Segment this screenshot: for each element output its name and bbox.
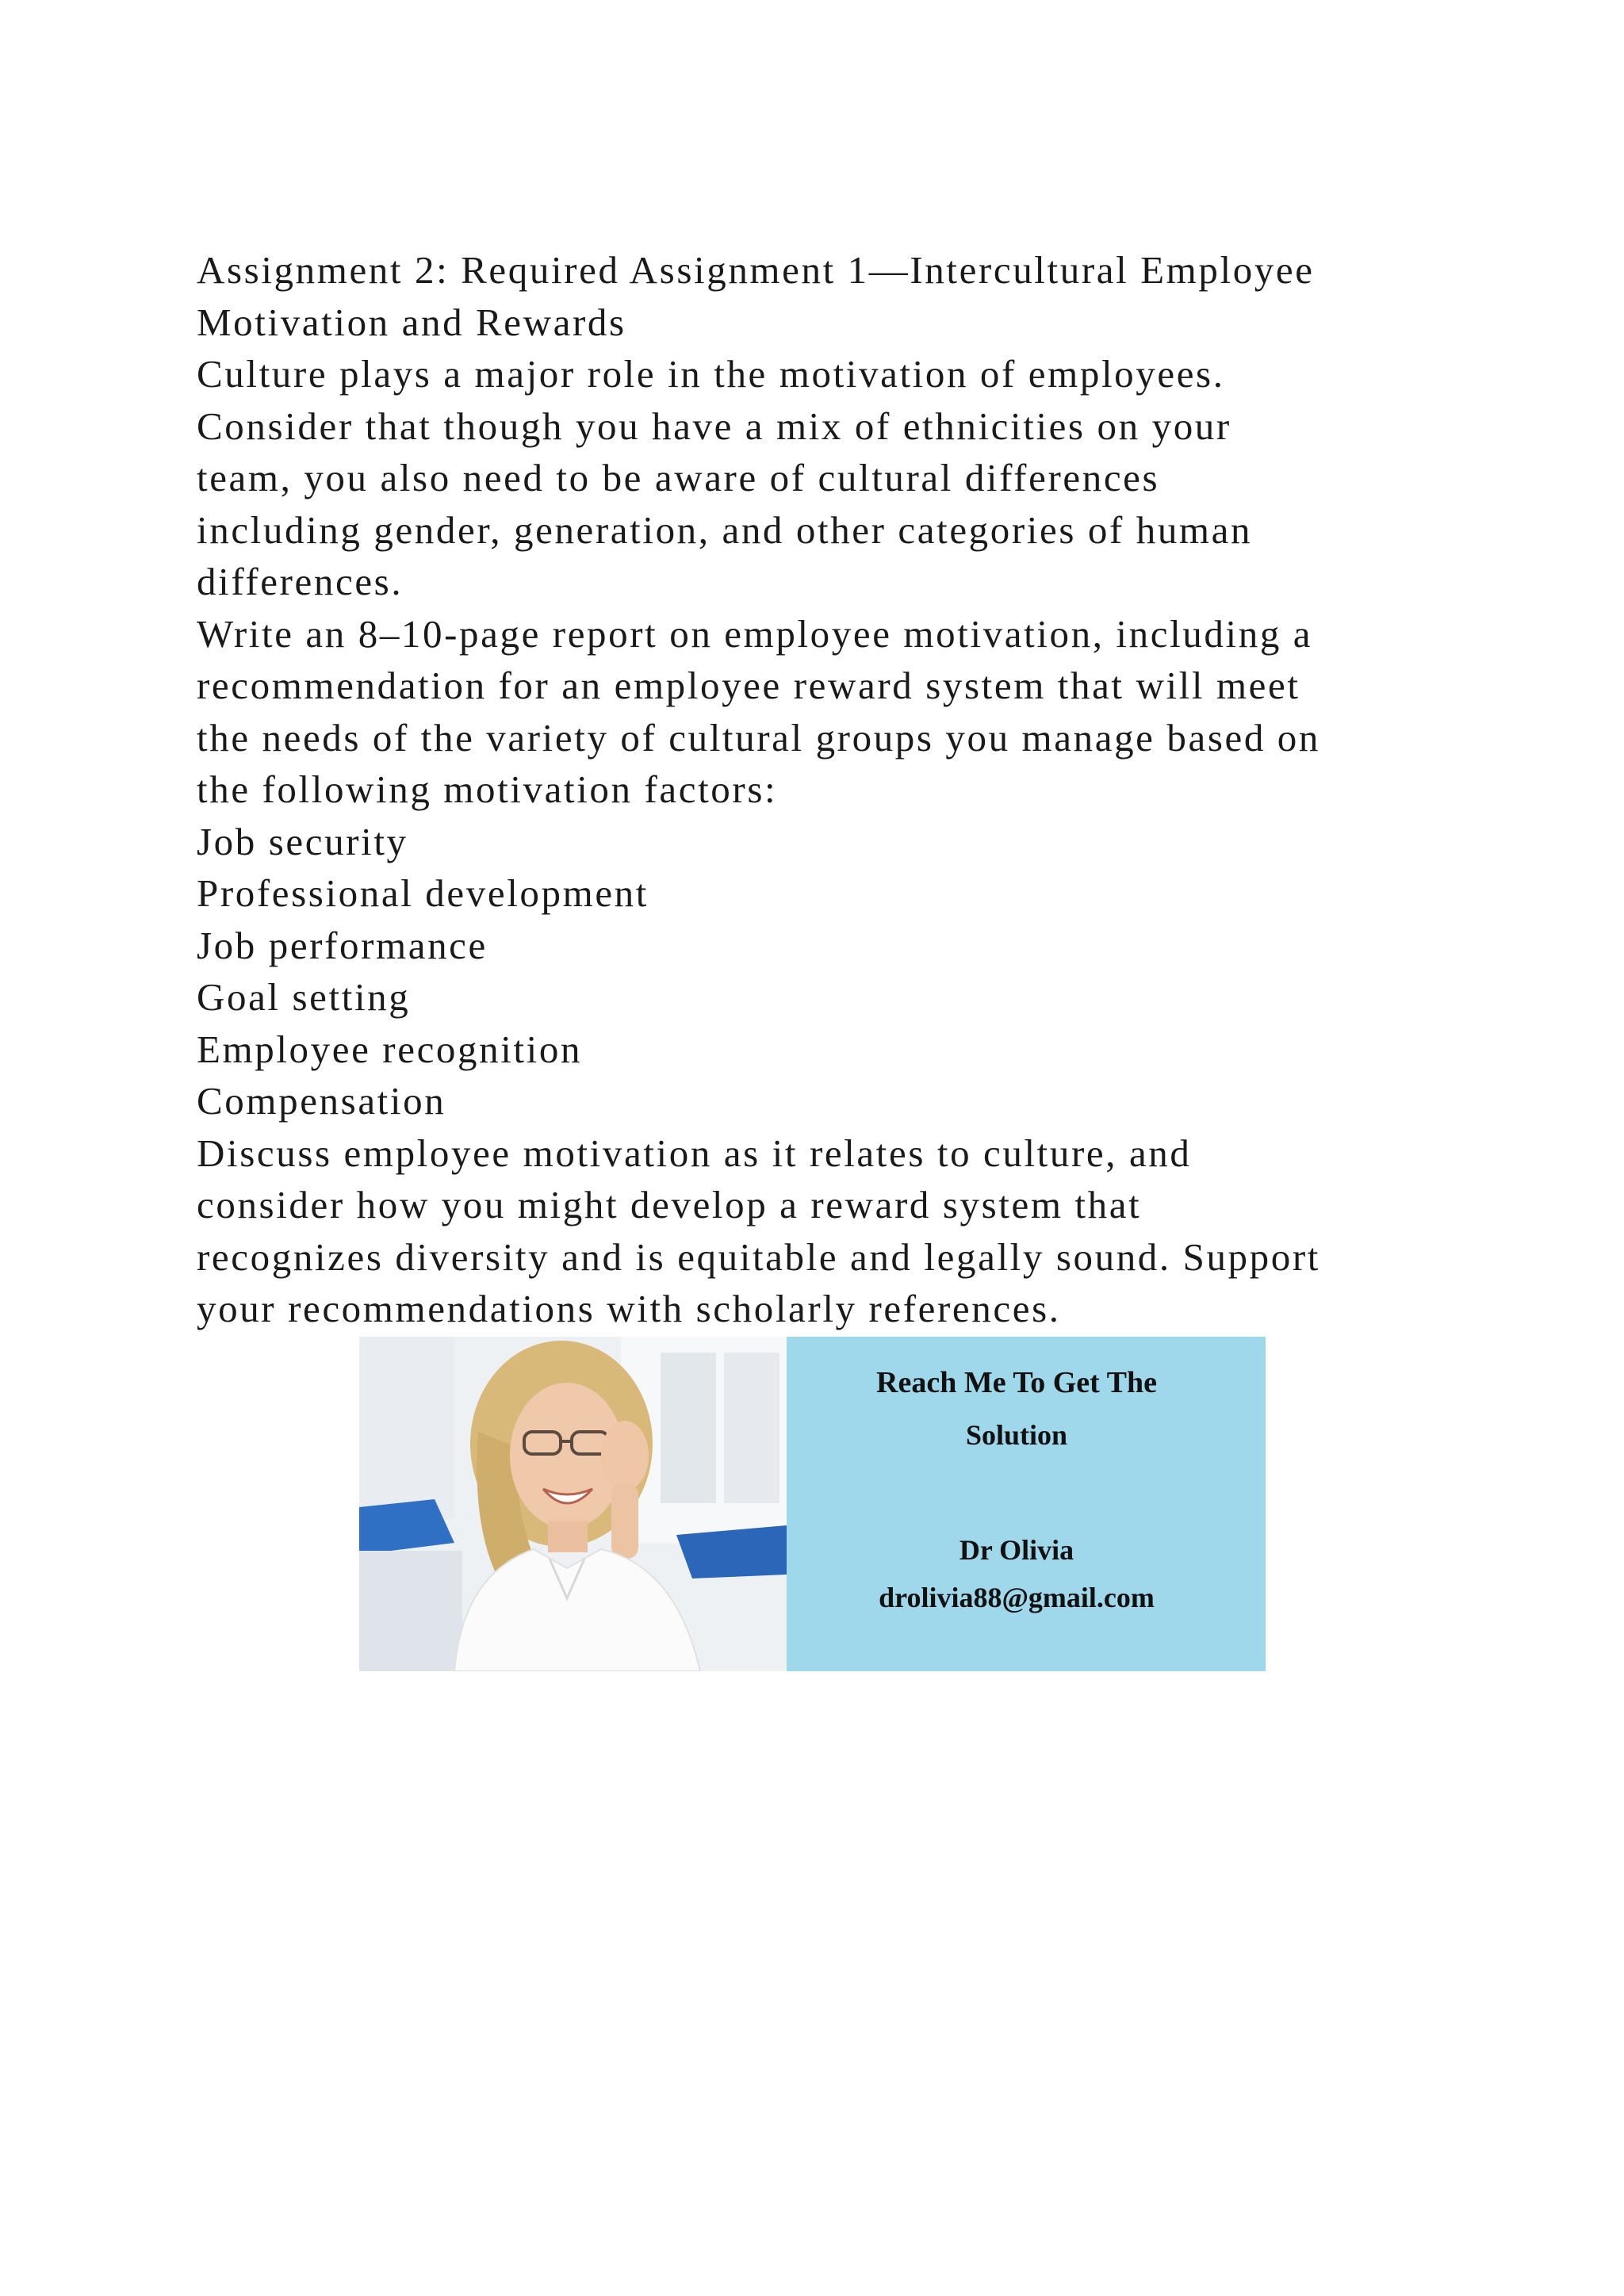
paragraph-line: the following motivation factors: [197, 767, 778, 811]
factor-item: Goal setting [197, 975, 411, 1019]
photo-illustration [359, 1337, 787, 1671]
factor-item: Employee recognition [197, 1027, 583, 1071]
contact-panel [787, 1337, 1266, 1671]
paragraph-line: Consider that though you have a mix of ethnicities on your [197, 404, 1231, 448]
factor-item: Professional development [197, 871, 649, 915]
assignment-title-line-2: Motivation and Rewards [197, 300, 626, 344]
paragraph-line: recommendation for an employee reward system that will meet [197, 664, 1300, 707]
paragraph-line: team, you also need to be aware of cultural differences [197, 456, 1160, 499]
factor-item: Job performance [197, 923, 488, 967]
paragraph-line: Write an 8–10-page report on employee motivation, including a [197, 611, 1313, 656]
assignment-text [197, 244, 1434, 1335]
paragraph-line: differences. [197, 560, 404, 603]
paragraph-line: Culture plays a major role in the motivation of employees. [197, 352, 1225, 396]
factor-item: Compensation [197, 1079, 446, 1123]
promo-heading-line-2: Solution [965, 1419, 1068, 1451]
paragraph-line: consider how you might develop a reward system that [197, 1183, 1142, 1226]
woman-photo [359, 1337, 787, 1671]
promo-heading-line-1: Reach Me To Get The [876, 1366, 1157, 1399]
assignment-title-line-1: Assignment 2: Required Assignment 1—Intercultural Employee [197, 248, 1315, 292]
contact-name: Dr Olivia [959, 1534, 1074, 1566]
paragraph-line: the needs of the variety of cultural groups you manage based on [197, 715, 1320, 760]
contact-banner [359, 1337, 1266, 1671]
factor-item: Job security [197, 819, 408, 863]
contact-email: drolivia88@gmail.com [879, 1582, 1155, 1613]
paragraph-line: including gender, generation, and other categories of human [197, 507, 1253, 552]
paragraph-line: recognizes diversity and is equitable and legally sound. Support [197, 1234, 1320, 1279]
paragraph-line: Discuss employee motivation as it relates to culture, and [197, 1131, 1192, 1175]
paragraph-line: your recommendations with scholarly references. [197, 1287, 1061, 1330]
